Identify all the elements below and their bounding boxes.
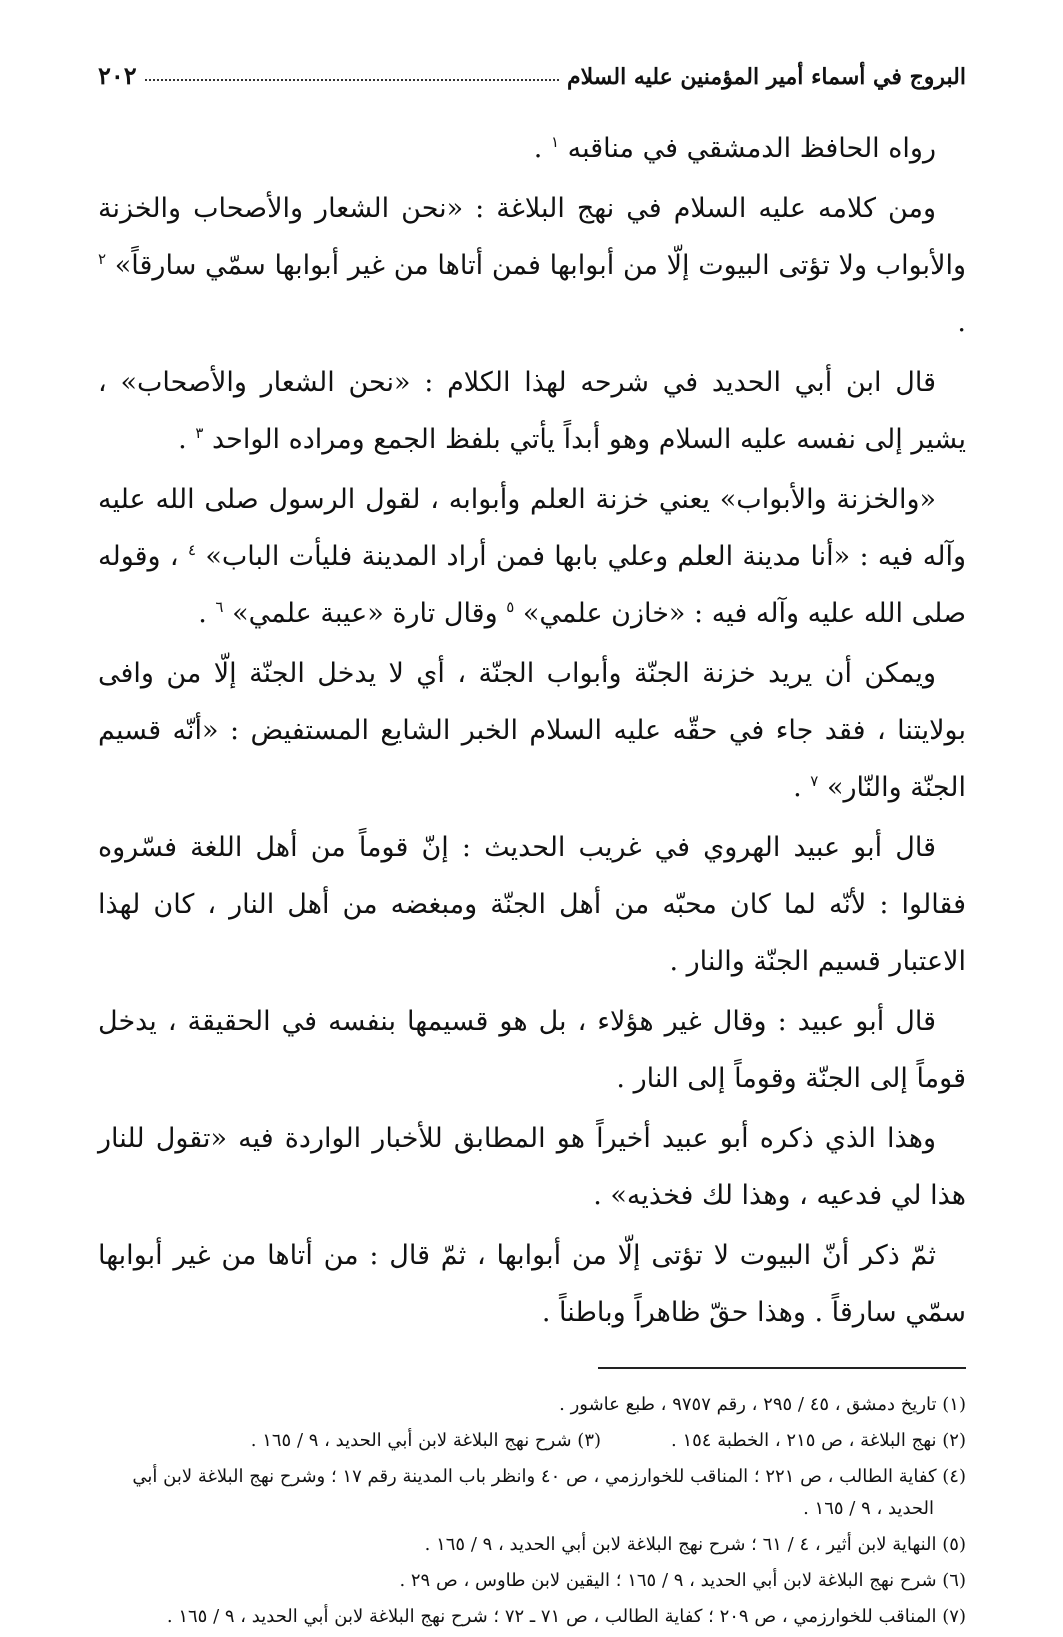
footnote-marker: ٢ [98,250,107,268]
footnote-7: (٧) المناقب للخوارزمي ، ص ٢٠٩ ؛ كفاية الطالب ، ص ٧١ ـ ٧٢ ؛ شرح نهج البلاغة لابن أبي الحديد ، ٩ / ١٦٥ . [166,1606,966,1627]
main-text [98,120,966,1341]
footnote-divider [598,1367,966,1369]
footnote-marker: ١ [550,133,560,151]
document-page [98,30,966,1637]
footnote-marker: ٥ [506,598,515,616]
footnote-4: (٤) كفاية الطالب ، ص ٢٢١ ؛ المناقب للخوارزمي ، ص ٤٠ وانظر باب المدينة رقم ١٧ ؛ وشرح نهج البلاغة لابن أبي الحديد ، ٩ / ١٦٥ . [132,1466,966,1519]
page-number: ٢٠٢ [98,61,137,90]
footnote-6: (٦) شرح نهج البلاغة لابن أبي الحديد ، ٩ / ١٦٥ ؛ اليقين لابن طاوس ، ص ٢٩ . [399,1570,966,1591]
paragraph: ويمكن أن يريد خزنة الجنّة وأبواب الجنّة ، أي لا يدخل الجنّة إلّا من وافى بولايتنا ، فقد جاء في حقّه عليه السلام الخبر الشايع المستفيض : «أنّه قسيم الجنّة والنّار» $^٧$ . [98,658,966,803]
footnote-marker: ٤ [187,541,196,559]
paragraph: «والخزنة والأبواب» يعني خزنة العلم وأبوابه ، لقول الرسول صلى الله عليه وآله فيه : «أنا مدينة العلم وعلي بابها فمن أراد المدينة فليأت الباب» $^٤$ ، وقوله صلى الله عليه وآله فيه : «خازن علمي» $^٥$ وقال تارة «عيبة علمي» $^٦$ . [98,484,966,629]
paragraph: قال أبو عبيد الهروي في غريب الحديث : إنّ قوماً من أهل اللغة فسّروه فقالوا : لأنّه لما كان محبّه من أهل الجنّة ومبغضه من أهل النار ، كان لهذا الاعتبار قسيم الجنّة والنار . [98,832,966,977]
paragraph: قال ابن أبي الحديد في شرحه لهذا الكلام : «نحن الشعار والأصحاب» ، يشير إلى نفسه عليه السلام وهو أبداً يأتي بلفظ الجمع ومراده الواحد $^٣$ . [98,367,966,455]
paragraph: وهذا الذي ذكره أبو عبيد أخيراً هو المطابق للأخبار الواردة فيه «تقول للنار هذا لي فدعيه ، وهذا لك فخذيه» . [98,1123,966,1211]
footnote-3: (٣) شرح نهج البلاغة لابن أبي الحديد ، ٩ / ١٦٥ . [250,1430,602,1451]
paragraph: رواه الحافظ الدمشقي في مناقبه $^١$ . [533,133,936,164]
page-header [98,30,966,90]
footnote-5: (٥) النهاية لابن أثير ، ٤ / ٦١ ؛ شرح نهج البلاغة لابن أبي الحديد ، ٩ / ١٦٥ . [424,1534,966,1555]
footnote-marker: ٣ [195,424,204,442]
paragraph: ومن كلامه عليه السلام في نهج البلاغة : «نحن الشعار والأصحاب والخزنة والأبواب ولا تؤتى البيوت إلّا من أبوابها فمن أتاها من غير أبوابها سمّي سارقاً» $^٢$ . [98,193,967,338]
running-title: البروج في أسماء أمير المؤمنين عليه السلام [567,64,966,90]
footnote-2: (٢) نهج البلاغة ، ص ٢١٥ ، الخطبة ١٥٤ . [671,1430,966,1451]
footnote-1: (١) تاريخ دمشق ، ٤٥ / ٢٩٥ ، رقم ٩٧٥٧ ، طبع عاشور . [559,1394,966,1415]
header-leader-dots [145,79,559,81]
footnotes [98,1389,966,1633]
paragraph: ثمّ ذكر أنّ البيوت لا تؤتى إلّا من أبوابها ، ثمّ قال : من أتاها من غير أبوابها سمّي سارقاً . وهذا حقّ ظاهراً وباطناً . [98,1240,966,1328]
footnote-marker: ٦ [215,598,224,616]
footnote-marker: ٧ [810,772,819,790]
footnote-row [98,1425,966,1457]
paragraph: قال أبو عبيد : وقال غير هؤلاء ، بل هو قسيمها بنفسه في الحقيقة ، يدخل قوماً إلى الجنّة وقوماً إلى النار . [98,1006,966,1094]
